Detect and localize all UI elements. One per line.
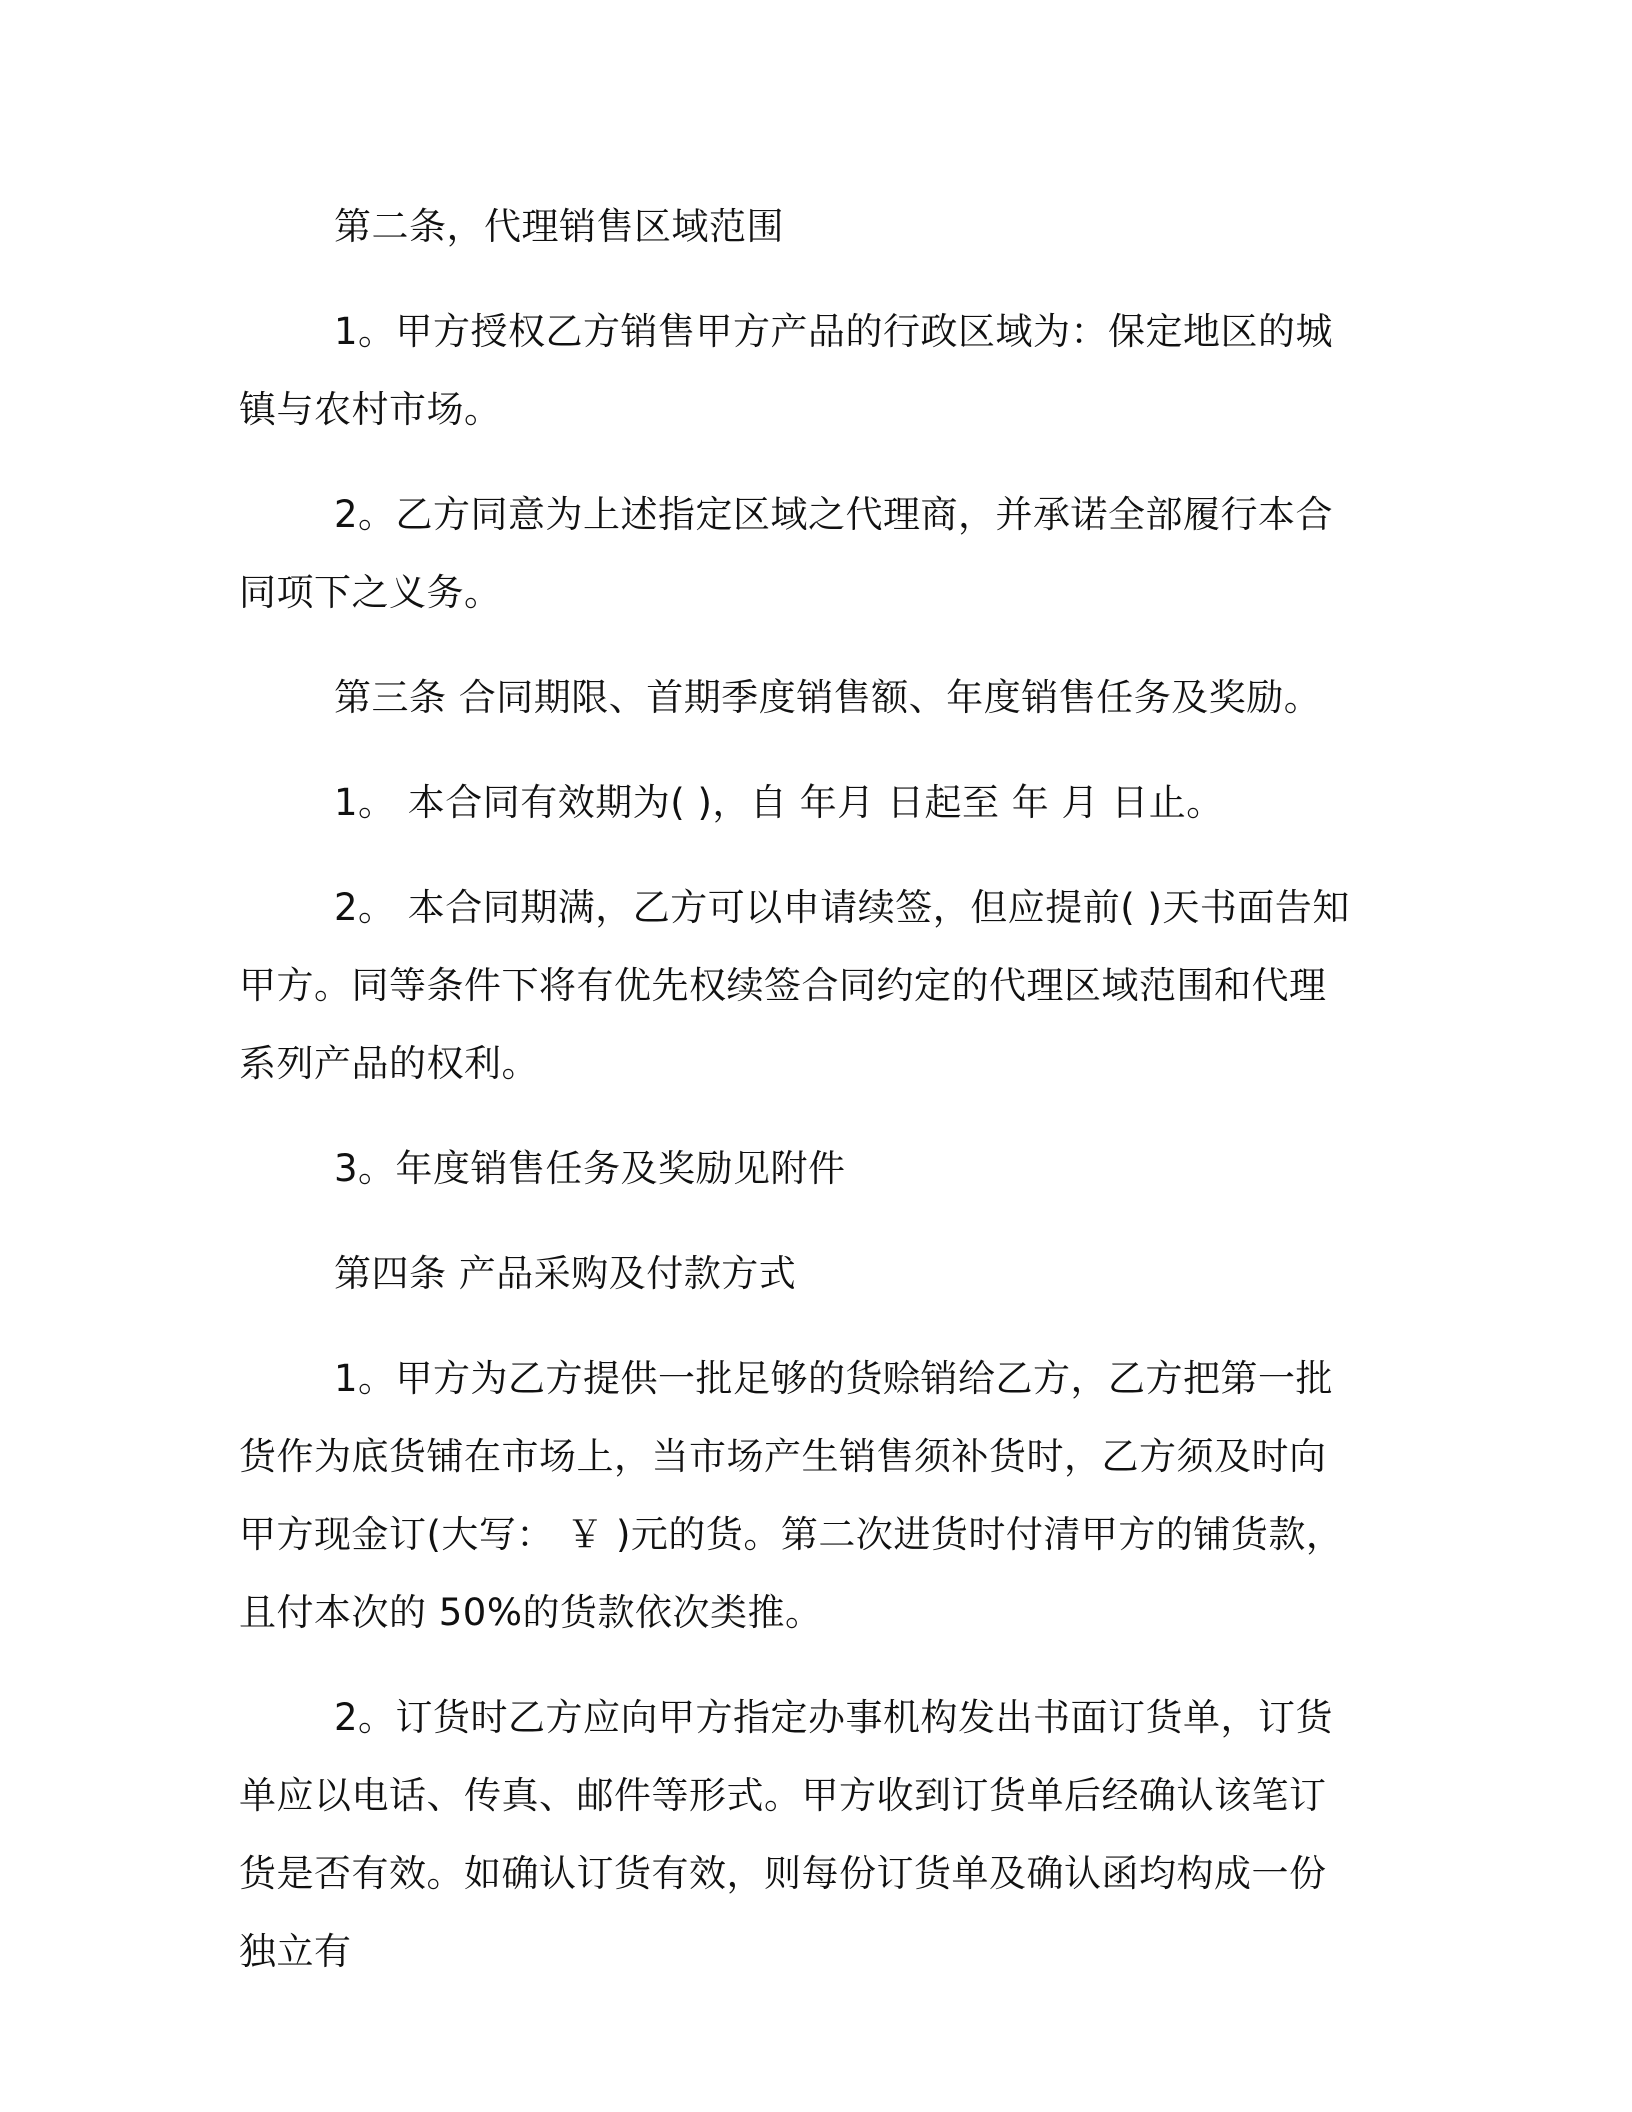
article-2-item-2: 2。乙方同意为上述指定区域之代理商，并承诺全部履行本合同项下之义务。	[239, 493, 1334, 614]
article-4-title: 第四条 产品采购及付款方式	[334, 1252, 797, 1295]
article-4-item-2: 2。订货时乙方应向甲方指定办事机构发出书面订货单，订货单应以电话、传真、邮件等形式。甲方收到订货单后经确认该笔订货是否有效。如确认订货有效，则每份订货单及确认函均构成一份独立有	[239, 1696, 1334, 1973]
article-4-item-1: 1。甲方为乙方提供一批足够的货赊销给乙方，乙方把第一批货作为底货铺在市场上，当市场产生销售须补货时，乙方须及时向甲方现金订(大写： ￥ )元的货。第二次进货时付清甲方的铺货款，且付本次的 50%的货款依次类推。	[239, 1357, 1344, 1634]
article-2-item-1: 1。甲方授权乙方销售甲方产品的行政区域为：保定地区的城镇与农村市场。	[239, 310, 1334, 431]
article-3-item-1: 1。 本合同有效期为( )，自 年月 日起至 年 月 日止。	[334, 781, 1224, 824]
article-2-title: 第二条，代理销售区域范围	[334, 205, 784, 248]
article-3-item-3: 3。年度销售任务及奖励见附件	[334, 1147, 846, 1190]
article-3-item-2: 2。 本合同期满，乙方可以申请续签，但应提前( )天书面告知甲方。同等条件下将有优先权续签合同约定的代理区域范围和代理系列产品的权利。	[239, 886, 1350, 1085]
article-3-title: 第三条 合同期限、首期季度销售额、年度销售任务及奖励。	[334, 676, 1322, 719]
document-body	[239, 188, 1359, 2018]
